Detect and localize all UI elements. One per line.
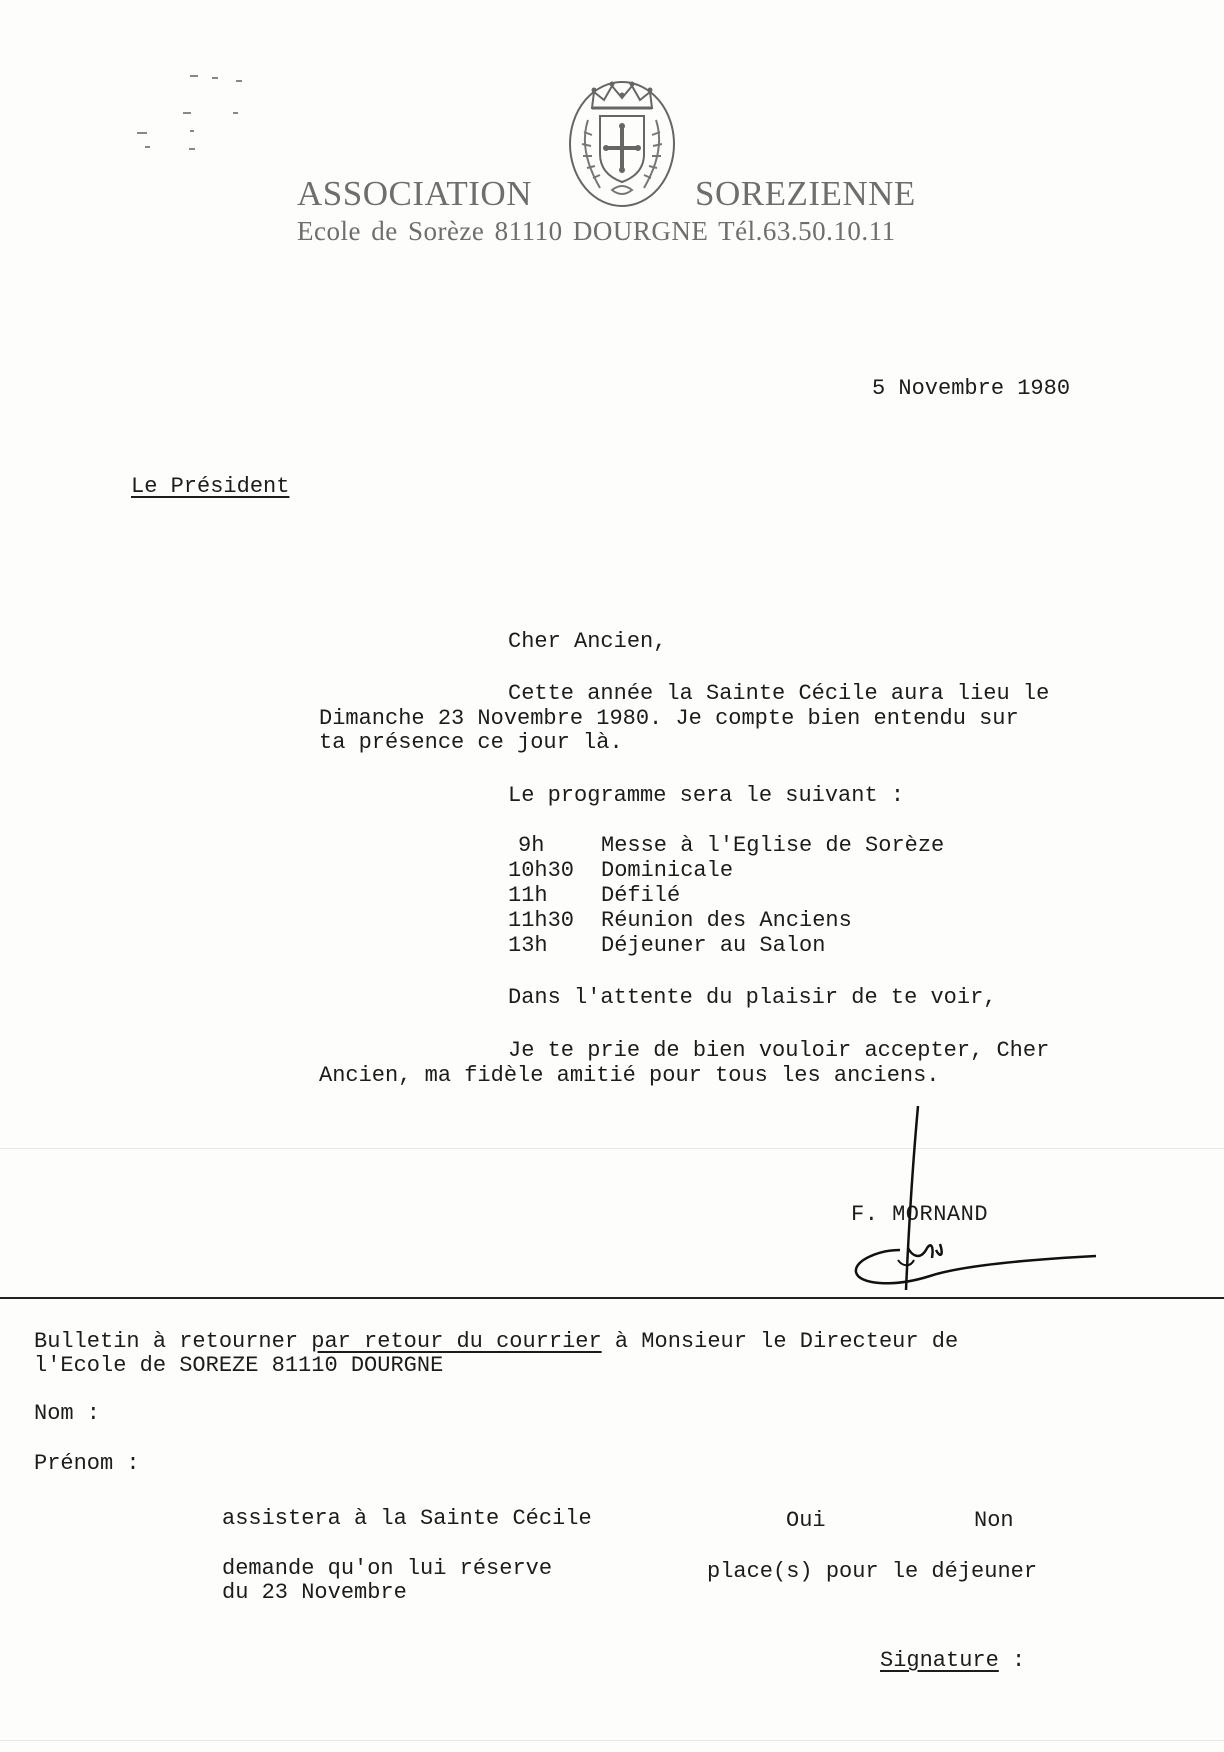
closing-line: Je te prie de bien vouloir accepter, Cher: [508, 1038, 1050, 1063]
crest-icon: [564, 70, 680, 210]
program-event: Réunion des Anciens: [601, 908, 852, 933]
letterhead-name-left: ASSOCIATION: [297, 174, 532, 213]
program-event: Messe à l'Eglise de Sorèze: [601, 833, 945, 858]
program-event: Déjeuner au Salon: [601, 933, 826, 958]
option-non: Non: [974, 1508, 1014, 1533]
option-oui: Oui: [786, 1508, 826, 1533]
program-time: 10h30: [508, 858, 575, 883]
program-time: 11h30: [508, 908, 575, 933]
handwritten-signature: [840, 1100, 1100, 1300]
prenom-label: Prénom :: [34, 1451, 140, 1476]
signature-colon: :: [998, 1648, 1026, 1673]
signatory-name: F. MORNAND: [851, 1202, 989, 1227]
paper-bottom-edge: [0, 1740, 1224, 1741]
closing-line: Ancien, ma fidèle amitié pour tous les anciens.: [319, 1063, 940, 1088]
bulletin-text: Bulletin à retourner: [34, 1329, 312, 1354]
paragraph-line: Cette année la Sainte Cécile aura lieu le: [508, 681, 1050, 706]
program-intro: Le programme sera le suivant :: [508, 783, 905, 808]
tear-off-line: [0, 1297, 1224, 1299]
program-event: Dominicale: [601, 858, 734, 883]
signature-label: [880, 1648, 1025, 1673]
bulletin-line: l'Ecole de SOREZE 81110 DOURGNE: [34, 1353, 444, 1378]
letterhead-name-right: SOREZIENNE: [695, 174, 916, 213]
bulletin-underlined-text: par retour du courrier: [311, 1329, 602, 1354]
bulletin-text: à Monsieur le Directeur de: [601, 1329, 959, 1354]
signature-label-text: Signature: [880, 1648, 999, 1673]
sender-title: Le Président: [131, 474, 290, 499]
reserve-text: du 23 Novembre: [222, 1580, 407, 1605]
letterhead-address: Ecole de Sorèze 81110 DOURGNE Tél.63.50.10.11: [297, 216, 896, 246]
program-time: 13h: [508, 933, 548, 958]
letter-date: 5 Novembre 1980: [872, 376, 1071, 401]
salutation: Cher Ancien,: [508, 629, 667, 654]
nom-label: Nom :: [34, 1401, 101, 1426]
paragraph-line: ta présence ce jour là.: [319, 730, 623, 755]
program-event: Défilé: [601, 883, 681, 908]
bulletin-line: [34, 1329, 958, 1354]
program-time: 11h: [508, 883, 548, 908]
places-text: place(s) pour le déjeuner: [707, 1559, 1038, 1584]
attend-text: assistera à la Sainte Cécile: [222, 1506, 592, 1531]
closing-line: Dans l'attente du plaisir de te voir,: [508, 985, 997, 1010]
paragraph-line: Dimanche 23 Novembre 1980. Je compte bien entendu sur: [319, 706, 1019, 731]
program-time: 9h: [518, 833, 545, 858]
reserve-text: demande qu'on lui réserve: [222, 1556, 553, 1581]
